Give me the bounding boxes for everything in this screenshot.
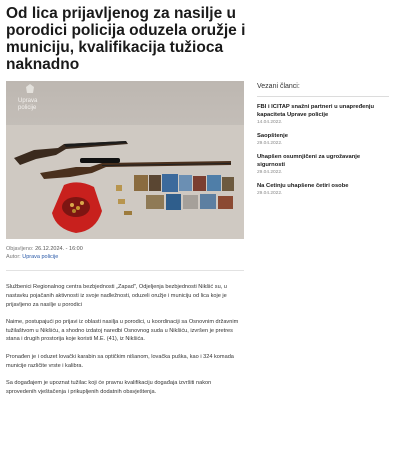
- article-body: [6, 283, 242, 405]
- published-row: [6, 245, 83, 253]
- author-label: Autor:: [6, 254, 21, 260]
- related-article-date: 29.04.2022.: [257, 141, 283, 146]
- author-link[interactable]: Uprava policije: [22, 254, 59, 260]
- published-date: 26.12.2024. - 16:00: [35, 246, 83, 252]
- seized-weapons-image: [6, 81, 244, 239]
- sidebar-divider: [257, 96, 389, 97]
- article-photo: [6, 81, 244, 239]
- related-article-date: 29.04.2022.: [257, 170, 283, 175]
- published-label: Objavljeno:: [6, 246, 34, 252]
- related-article-title[interactable]: Saopštenje: [257, 133, 288, 139]
- related-article-item[interactable]: [257, 182, 389, 196]
- related-article-date: 14.04.2022.: [257, 120, 283, 125]
- related-article-item[interactable]: [257, 132, 389, 146]
- related-article-title[interactable]: Na Cetinju uhapšene četiri osobe: [257, 183, 349, 189]
- related-articles-heading: Vezani članci:: [257, 83, 300, 90]
- related-articles-sidebar: [257, 83, 389, 203]
- author-row: [6, 253, 83, 261]
- article-paragraph: Službenici Regionalnog centra bezbjednosti „Zapad", Odjeljenja bezbjednosti Nikšić su, u nastavku pojačanih aktivnosti iz svoje nadležnosti, oduzeli oružje i municiju od lica koje je prijavljeno za nasilje u porodici: [6, 284, 227, 308]
- photo-watermark-line-1: Uprava: [18, 98, 38, 104]
- article-meta: [6, 245, 83, 261]
- photo-watermark-line-2: policije: [18, 105, 37, 111]
- article-divider: [6, 270, 244, 271]
- related-article-item[interactable]: [257, 103, 389, 125]
- related-article-title[interactable]: FBI i ICITAP snažni partneri u unapređenju kapaciteta Uprave policije: [257, 104, 375, 118]
- article-paragraph: Naime, postupajući po prijavi iz oblasti nasilja u porodici, u koordinaciji sa Osnovnim državnim tužilaštvom u Nikšiću, a shodno izdatoj naredbi Osnovnog suda u Nikšiću, izvršen je pretres stana i drugih prostorija koje koristi M.E. (41), iz Nikšića.: [6, 318, 239, 343]
- related-article-title[interactable]: Uhapšen osumnjičeni za ugrožavanje sigurnosti: [257, 154, 361, 168]
- related-article-date: 29.04.2022.: [257, 191, 283, 196]
- article-paragraph: Sa događajem je upoznat tužilac koji će pravnu kvalifikaciju događaja izvršiti nakon sprovedenih vještačenja i prikupljenih dodatnih obavještenja.: [6, 379, 212, 395]
- article-paragraph: Pronađen je i oduzet lovački karabin sa optičkim nišanom, lovačka puška, kao i 324 komada municije različite vrste i kalibra.: [6, 353, 234, 369]
- related-article-item[interactable]: [257, 153, 389, 175]
- page-title: Od lica prijavljenog za nasilje u porodici policija oduzela oružje i municiju, kvalifikacija tužioca naknadno: [6, 5, 246, 73]
